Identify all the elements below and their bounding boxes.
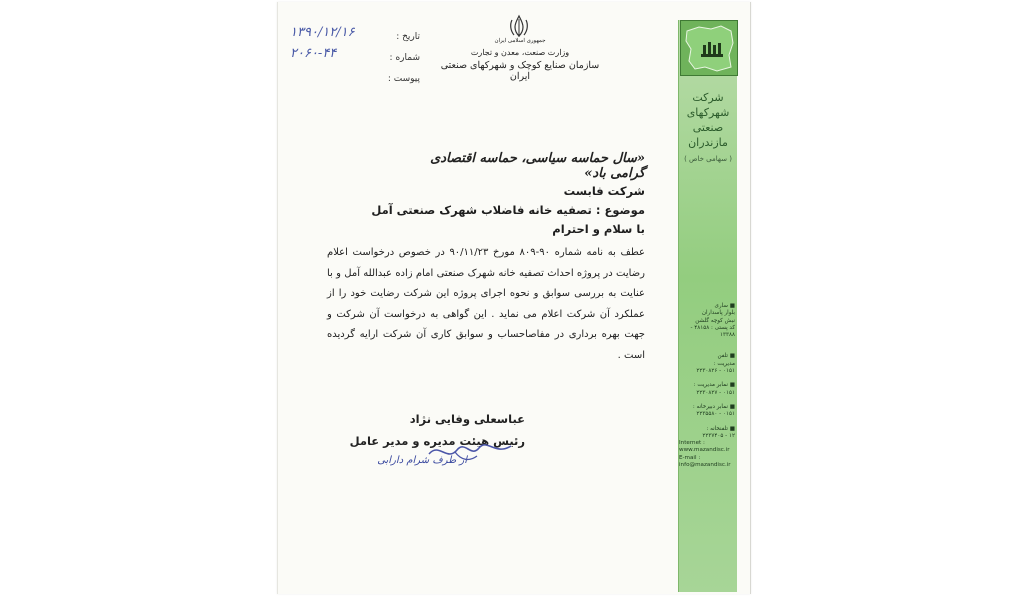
letter-meta xyxy=(290,25,420,91)
fax-mgmt: ۰۱۵۱ - ۲۲۳۰۸۲۷ xyxy=(696,389,735,396)
address-line: بلوار پاسداران xyxy=(701,310,735,317)
fax-secretariat-label: ■ نمابر دبیرخانه : xyxy=(692,403,735,410)
contact-block xyxy=(679,303,735,469)
handwritten-note: از طرف شرام دارابی xyxy=(377,455,467,466)
company-logo xyxy=(680,20,738,76)
phone-label: ■ تلفن xyxy=(717,353,735,360)
organization-name: سازمان صنایع کوچک و شهرکهای صنعتی ایران xyxy=(440,60,600,82)
ministry-name: وزارت صنعت، معدن و تجارت xyxy=(470,48,570,57)
signatory-name: عباسعلی وفایی نژاد xyxy=(409,412,525,426)
website-link[interactable]: www.mazandisc.ir xyxy=(679,447,730,454)
handwritten-signature xyxy=(425,432,515,468)
letterhead-header xyxy=(440,38,600,82)
company-name-line: صنعتی xyxy=(692,121,724,134)
letter-body xyxy=(327,182,645,366)
date-label: تاریخ : xyxy=(396,32,420,42)
subject-line: موضوع : تصفیه خانه فاضلاب شهرک صنعتی آمل xyxy=(371,203,645,217)
email-label: E-mail : xyxy=(679,454,701,461)
company-type: ( سهامی خاص ) xyxy=(684,155,732,163)
company-name-line: شهرکهای xyxy=(686,106,730,119)
phone-mgmt-label: مدیریت : xyxy=(713,360,735,367)
greeting: با سلام و احترام xyxy=(552,222,645,236)
email-link[interactable]: info@mazandisc.ir xyxy=(679,462,731,469)
address-label: ■ ساری xyxy=(714,303,735,309)
telex-label: ■ تلفنخانه : xyxy=(706,425,735,432)
national-emblem-icon xyxy=(507,14,531,40)
year-motto: «سال حماسه سیاسی، حماسه اقتصادی گرامی باد» xyxy=(430,151,645,181)
signatory-title: رئیس هیئت مدیره و مدیر عامل xyxy=(349,434,525,448)
postal-code: کد پستی : ۴۸۱۵۸ - ۱۳۳۸۸ xyxy=(690,324,735,339)
iran-map-logo-icon xyxy=(681,21,737,75)
company-name-block xyxy=(680,90,736,167)
fax-secretariat: ۰۱۵۱ - ۲۲۳۵۵۸۰ xyxy=(696,411,735,418)
attachment-label: پیوست : xyxy=(387,74,420,84)
phone-mgmt: ۰۱۵۱ - ۲۲۳۰۸۲۶ xyxy=(696,368,735,375)
date-value: ۱۳۹۰/۱۲/۱۶ xyxy=(290,25,355,40)
recipient: شرکت فابست xyxy=(563,184,645,198)
company-name-line: مازندران xyxy=(688,136,728,149)
address-line: نبش کوچه گلشن xyxy=(695,317,735,324)
company-name-line: شرکت xyxy=(692,91,724,104)
fax-mgmt-label: ■ نمابر مدیریت : xyxy=(693,382,735,389)
emblem-caption: جمهوری اسلامی ایران xyxy=(494,38,546,44)
number-value: ۲۰۶۰-۴۴ xyxy=(290,46,337,61)
number-label: شماره : xyxy=(389,53,420,63)
body-paragraph: عطف به نامه شماره ۹۰-۸۰۹ مورخ ۹۰/۱۱/۲۳ در خصوص درخواست اعلام رضایت در پروژه احداث تصفیه خانه شهرک صنعتی امام زاده عبدالله آمل و با عنایت به بررسی سوابق و نحوه اجرای پروژه این شرکت رضایت خود را از عملکرد آن شرکت اعلام می نماید . این گواهی به درخواست آن شرکت و جهت بهره برداری در مفاصاحساب و سوابق کاری آن شرکت ارایه گردیده است . xyxy=(327,247,645,361)
telex-number: ۱۲ - ۲۲۳۷۴۰۵ xyxy=(702,432,735,439)
internet-label: Internet : xyxy=(679,440,705,447)
